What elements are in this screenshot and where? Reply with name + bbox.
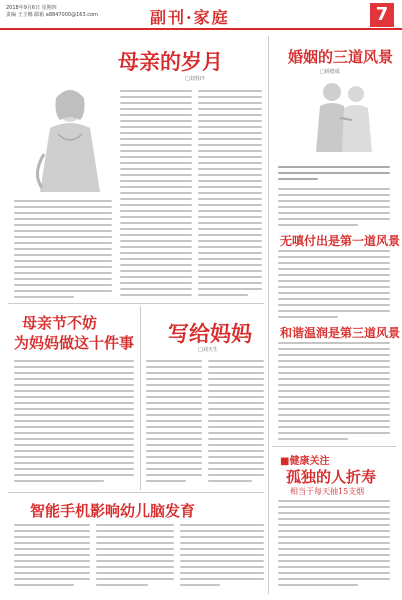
left-mid-headline-1: 母亲节不妨	[22, 314, 98, 332]
masthead-editor: 责编 王玉娜 邮箱 a8847000@163.com	[6, 12, 98, 18]
masthead-info	[6, 5, 98, 19]
right-bottom-subhead: 相当于每天抽15支烟	[290, 487, 365, 496]
right-rule	[272, 446, 396, 447]
main-byline: □刘春玲	[185, 76, 205, 82]
mid-column-rule	[140, 306, 141, 490]
left-mid-headline-2: 为妈妈做这十件事	[14, 334, 135, 352]
bottom-headline: 智能手机影响幼儿脑发育	[30, 502, 196, 520]
right-top-headline: 婚姻的三道风景	[288, 48, 394, 66]
right-sub1-headline: 无嗔付出是第一道风景	[280, 234, 401, 248]
section-title: 副刊·家庭	[150, 8, 230, 27]
right-sub2-headline: 和谐温润是第三道风景	[280, 326, 401, 340]
center-headline: 写给妈妈	[168, 321, 252, 346]
section-rule	[8, 303, 264, 304]
masthead	[0, 0, 402, 30]
right-bottom-headline: 孤独的人折寿	[286, 468, 377, 486]
main-headline: 母亲的岁月	[118, 49, 223, 74]
couple-illustration	[296, 78, 392, 158]
health-box-label: ■健康关注	[280, 456, 330, 467]
bottom-section-rule	[8, 492, 264, 493]
column-rule	[268, 36, 269, 594]
center-byline: □刘天生	[198, 347, 218, 353]
masthead-date: 2018年9月6日 星期四	[6, 5, 57, 11]
right-top-byline: □杨德成	[320, 69, 340, 75]
mother-illustration	[22, 84, 114, 194]
page-number: 7	[370, 3, 394, 27]
